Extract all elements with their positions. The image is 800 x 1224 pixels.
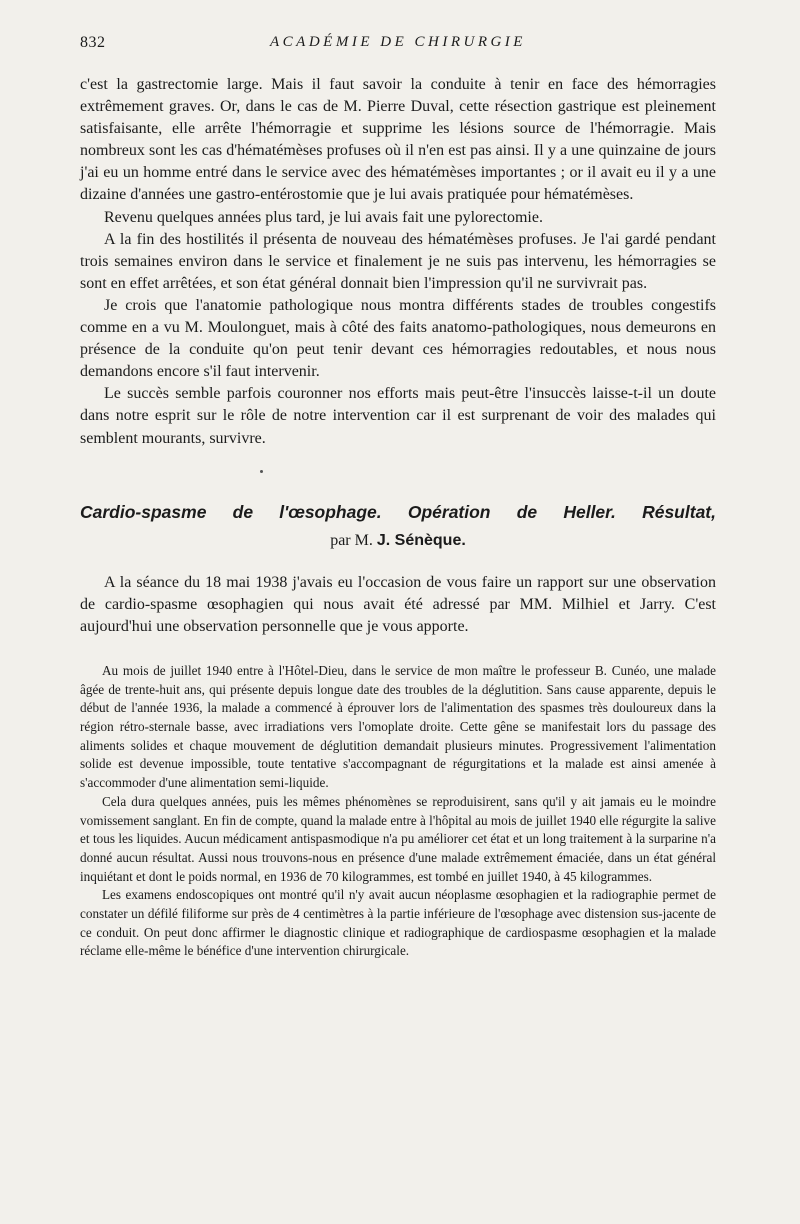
previous-discussion (80, 74, 716, 450)
lead-paragraph: A la séance du 18 mai 1938 j'avais eu l'occasion de vous faire un rapport sur une observation de cardio-spasme œsophagien qui nous avait été adressé par MM. Milhiel et Jarry. C'est aujourd'hui une observation personnelle que je vous apporte. (80, 573, 716, 635)
article-lead (80, 572, 716, 638)
case-paragraph-exams: Les examens endoscopiques ont montré qu'il n'y avait aucun néoplasme œsophagien et la radiographie permet de constater un défilé filiforme sur près de 4 centimètres à la partie inférieure de l'œsophage avec distension sus-jacente de ce conduit. On peut donc affirmer le diagnostic clinique et radiographique de cardiospasme œsophagien et la malade réclame elle-même le bénéfice d'une intervention chirurgicale. (80, 887, 716, 959)
article-byline (80, 532, 716, 550)
document-page (80, 0, 716, 961)
article-title: Cardio-spasme de l'œsophage. Opération de Heller. Résultat, (80, 501, 716, 522)
author-name: J. Sénèque. (376, 531, 466, 549)
case-paragraph-evolution: Cela dura quelques années, puis les mêmes phénomènes se reproduisirent, sans qu'il y ait jamais eu le moindre vomissement sanglant. En fin de compte, quand la malade entre à l'hôpital au mois de juillet 1940 elle régurgite la salive et tous les liquides. Aucun médicament antispasmodique n'a pu améliorer cet état et un long traitement à la surparine n'a donné aucun résultat. Aussi nous trouvons-nous en présence d'une malade extrêmement émaciée, dans un état général inquiétant et dont le poids normal, en 1936 de 70 kilogrammes, est tombé en juillet 1940, à 45 kilogrammes. (80, 793, 716, 884)
page-number: 832 (80, 34, 106, 51)
case-report (80, 662, 716, 961)
byline-prefix: par M. (330, 531, 373, 549)
paragraph-anatomy: Je crois que l'anatomie pathologique nous montra différents stades de troubles congestifs comme en a vu M. Moulonguet, mais à côté des faits anatomo-pathologiques, nous demeurons en présence de la conduite qu'on peut tenir devant ces hémorragies redoutables, et nous nous demandons encore s'il faut intervenir. (80, 296, 716, 381)
section-separator (80, 450, 716, 500)
paragraph-pylorectomy: Revenu quelques années plus tard, je lui avais fait une pylorectomie. (104, 208, 543, 226)
paragraph-hostilities: A la fin des hostilités il présenta de nouveau des hématémèses profuses. Je l'ai gardé pendant trois semaines environ dans le service et finalement je ne suis pas intervenu, les hémorragies se sont en effet arrêtées, et son état général donnait bien l'impression qu'il ne survivrait pas. (80, 230, 716, 292)
case-paragraph-history: Au mois de juillet 1940 entre à l'Hôtel-Dieu, dans le service de mon maître le professeur B. Cunéo, une malade âgée de trente-huit ans, qui présente depuis longue date des troubles de la déglutition. Sans cause apparente, depuis le début de l'année 1936, la malade a commencé à éprouver lors de l'alimentation des spasmes très douloureux dans la région rétro-sternale basse, avec irradiations vers l'omoplate droite. Cette gêne se manifestait lors du passage des aliments solides et chaque mouvement de déglutition demandait plusieurs minutes. Progressivement l'alimentation solide est devenue impossible, toute tentative s'accompagnant de régurgitations et la malade est ainsi amenée à s'accommoder d'une alimentation semi-liquide. (80, 662, 716, 791)
running-title: ACADÉMIE DE CHIRURGIE (270, 34, 526, 50)
running-header (80, 34, 716, 74)
paragraph-continuation: c'est la gastrectomie large. Mais il faut savoir la conduite à tenir en face des hémorragies extrêmement graves. Or, dans le cas de M. Pierre Duval, cette résection gastrique est pleinement satisfaisante, elle arrête l'hémorragie et supprime les lésions source de l'hémorragie. Mais nombreux sont les cas d'hématémèses profuses où il n'en est pas ainsi. Il y a une quinzaine de jours j'ai eu un homme entré dans le service avec des hématémèses importantes ; or il avait eu il y a une dizaine d'années une gastro-entérostomie que je lui avais pratiquée pour hématémèses. (80, 76, 716, 204)
paragraph-success: Le succès semble parfois couronner nos efforts mais peut-être l'insuccès laisse-t-il un doute dans notre esprit sur le rôle de notre intervention car il est surprenant de voir des malades qui semblent mourants, survivre. (80, 385, 716, 447)
